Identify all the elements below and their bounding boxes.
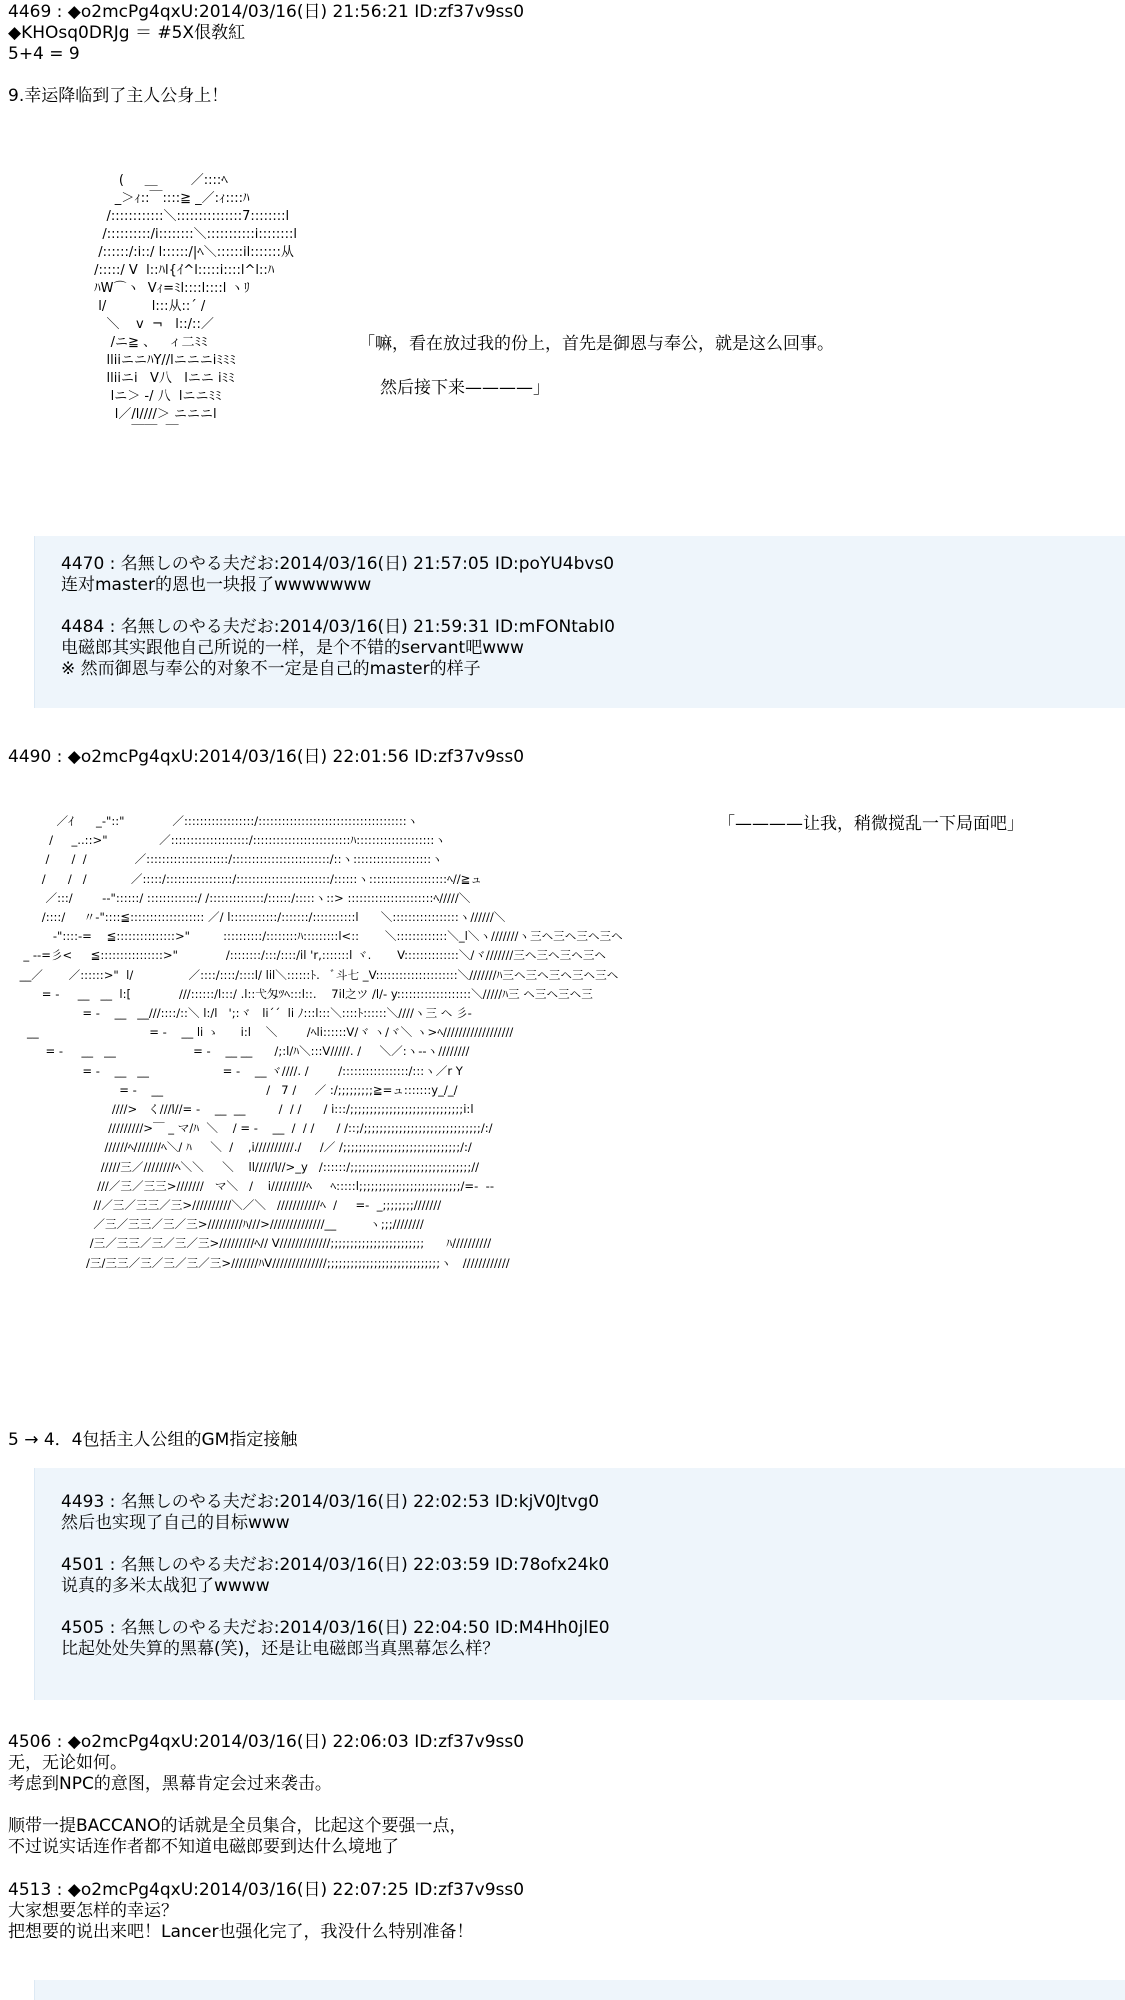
post-line: 顺带一提BACCANO的话就是全员集合，比起这个要强一点， (8, 1816, 467, 1836)
dialogue-quote: 然后接下来————」 (380, 378, 550, 398)
post-line: ◆KHOsq0DRJg ＝ #5X佷敎紅 (8, 23, 246, 43)
post-line: 把想要的说出来吧！Lancer也强化完了，我没什么特别准备！ (8, 1922, 474, 1942)
post-4506 (8, 1732, 1108, 1858)
post-line: 大家想要怎样的幸运？ (8, 1901, 178, 1921)
reply-box (34, 1468, 1125, 1700)
post-4469 (8, 2, 1108, 107)
post-line: 无，无论如何。 (8, 1753, 127, 1773)
dialogue-quote: 「————让我，稍微搅乱一下局面吧」 (718, 814, 1024, 834)
reply-line: ※ 然而御恩与奉公的对象不一定是自己的master的样子 (61, 659, 481, 679)
reply-line: 比起处处失算的黑幕(笑)，还是让电磁郎当真黑幕怎么样？ (61, 1639, 500, 1659)
ascii-art-battle-scene: ／ｲ _‐"::" ／::::::::::::::::::/::::::::::::::::::::::::::::::::::::::ヽ / _..::>" ／::::::::::::::::::::/:::::::::::::::::::::::::ﾊ::::::::::::::::::::ヽ / / / ／:::::::::::::::::::::/:::::::::::::::::::::::::/::ヽ::::::::::::::::::::ヽ / / / ／:::::/:::::::::::::::::/::::::::::::::::::::::::/::::::ヽ::::::::::::::::::::ﾍ//≧ュ ／:::/ ‐-"::::::/ :::::::::::::/ /::::::::::::::/::::::/:::::ヽ::> ::::::::::::::::::::::ﾍ/////＼ /::::/ 〃‐"::::≦::::::::::::::::::: ／/ l::::::::::::/:::::::/:::::::::::l ＼:::::::::::::::::ヽ//////＼ ‐"::::-= ≦:::::::::::::::>" ::::::::::/::::::::ﾊ:::::::::l<:: ＼:::::::::::::＼_l＼ヽ///////ヽ三ヘ三ヘ三ヘ三ヘ _ --=彡< ≦::::::::::::::::>" /::::::::/:::/::::/il 'r,:::::::l ヾ. V::::::::::::::＼/ヾ///////三ヘ三ヘ三ヘ三ヘ __／ ／::::::>" l/ ／::::/::::/::::l/ lil＼::::::ﾄ. ﾞ斗七 _V:::::::::::::::::::::＼///////ﾊ三ヘ三ヘ三ヘ三ヘ三ヘ = - __ __ l:[ ///::::::/l:::/ .l::弋匁ﾂﾍ:::l::. 7il之ツ /l/- y:::::::::::::::::::＼/////ﾊ三 ヘ三ヘ三ヘ三 = - __ __///::::/::＼ l:/l ';:ヾ li´´ li ﾉ:::l:::＼::::ﾄ::::::＼////ヽ三 ヘ 彡- __ = - __ li ゝ i:l ＼ /ﾍli::::::V/ヾ ヽ/ヾ＼ ヽ>ﾍ////////////////// = - __ __ = - __ __ /;:l/ﾊ＼:::V/////. / ＼／:ヽ--ヽ//////// = - __ __ = - __ ヾ////. / /:::::::::::::::::/:::ヽ／r Y = - __ / 7 / ／ :/;;;;;;;;;≧=ュ:::::::y_/_/ ////> く///l//= - __ __ / / / / i:::/;;;;;;;;;;;;;;;;;;;;;;;;;;;;;i:l /////////>￣ _ マ/ﾊ ＼ / = - __ / / / / /::;/;;;;;;;;;;;;;;;;;;;;;;;;;;;;;;/:/ //////ﾍ///////ﾍ＼/ ﾊ ＼ / ,i//////////./ /／ /;;;;;;;;;;;;;;;;;;;;;;;;;;;;;;/:/ /////三／////////ﾍ＼＼ ＼ ll/////l//>_y /::::::/;;;;;;;;;;;;;;;;;;;;;;;;;;;;;;;// ///／三／三三>/////// マ＼ / i/////////ﾍ ﾍ:::::l;;;;;;;;;;;;;;;;;;;;;;;;;;/=- -- //／三／三三／三>//////////＼／＼ ///////////ﾍ / =- _;;;;;;;;/////// ／三／三三／三／三>/////////ﾊ///>//////////////__ ヽ;;;//////// /三／三三／三／三／三>/////////ﾍ// V/////////////;;;;;;;;;;;;;;;;;;;;;;;; ﾊ////////// /三/三三／三／三／三／三>///////ﾊV//////////////;;;;;;;;;;;;;;;;;;;;;;;;;;;;;ヽ //////////// (19, 814, 623, 1270)
post-line: 5 → 4．4包括主人公组的GM指定接触 (8, 1430, 298, 1450)
dialogue-quote: 「嘛，看在放过我的份上，首先是御恩与奉公，就是这么回事。 (358, 334, 834, 354)
reply-line: 说真的多米太战犯了wwww (61, 1576, 270, 1596)
ascii-art-character: ( ＿ ／::::ﾍ _＞ｨ::￣::::≧ _／:ｨ::::ﾊ /::::::::::::＼:::::::::::::::7::::::::l /::::::::::/i::::::::＼:::::::::::i::::::::l /::::::/:i::/ l::::::/|ﾍ＼::::::il:::::::从 /:::::/ V l::ﾊl{ｲ^l:::::i::::l^l::ﾊ ﾊW⌒ヽ Vｨ=ﾐl::::l::::l ヽﾘ l/ l:::从::´ / ＼ v ¬ l::/::／ /ニ≧ 、 ィ二ﾐﾐ lliiニニﾊY//lニニニiﾐﾐﾐ lliiニi V八 lニニ iﾐﾐ lニ＞ -/ 八 lニニﾐﾐ l／/l////＞ ニニニl ￣￣ ￣ (94, 173, 298, 440)
reply-line: 连对master的恩也一块报了wwwwwww (61, 575, 372, 595)
post-4490 (8, 747, 1108, 768)
post-line: 5+4 = 9 (8, 44, 80, 64)
post-line: 考虑到NPC的意图，黑幕肯定会过来袭击。 (8, 1774, 332, 1794)
reply-header: 4470 : 名無しのやる夫だお:2014/03/16(日) 21:57:05 ID:poYU4bvs0 (61, 554, 615, 574)
reply-line: 然后也实现了自己的目标www (61, 1513, 290, 1533)
reply-box (34, 536, 1125, 708)
post-header: 4506 : ◆o2mcPg4qxU:2014/03/16(日) 22:06:03 ID:zf37v9ss0 (8, 1732, 525, 1752)
post-header: 4513 : ◆o2mcPg4qxU:2014/03/16(日) 22:07:25 ID:zf37v9ss0 (8, 1880, 525, 1900)
post-header: 4490 : ◆o2mcPg4qxU:2014/03/16(日) 22:01:56 ID:zf37v9ss0 (8, 747, 525, 767)
post-line: 不过说实话连作者都不知道电磁郎要到达什么境地了 (8, 1837, 399, 1857)
post-4490-summary (8, 1430, 1108, 1451)
reply-line: 电磁郎其实跟他自己所说的一样，是个不错的servant吧www (61, 638, 524, 658)
reply-header: 4484 : 名無しのやる夫だお:2014/03/16(日) 21:59:31 ID:mFONtabI0 (61, 617, 615, 637)
reply-header: 4501 : 名無しのやる夫だお:2014/03/16(日) 22:03:59 ID:78ofx24k0 (61, 1555, 610, 1575)
post-line: 9.幸运降临到了主人公身上！ (8, 86, 229, 106)
reply-header: 4505 : 名無しのやる夫だお:2014/03/16(日) 22:04:50 ID:M4Hh0jlE0 (61, 1618, 610, 1638)
reply-header: 4493 : 名無しのやる夫だお:2014/03/16(日) 22:02:53 ID:kjV0Jtvg0 (61, 1492, 600, 1512)
post-header: 4469 : ◆o2mcPg4qxU:2014/03/16(日) 21:56:21 ID:zf37v9ss0 (8, 2, 525, 22)
post-4513 (8, 1880, 1108, 1943)
reply-box-partial (34, 1980, 1125, 2000)
